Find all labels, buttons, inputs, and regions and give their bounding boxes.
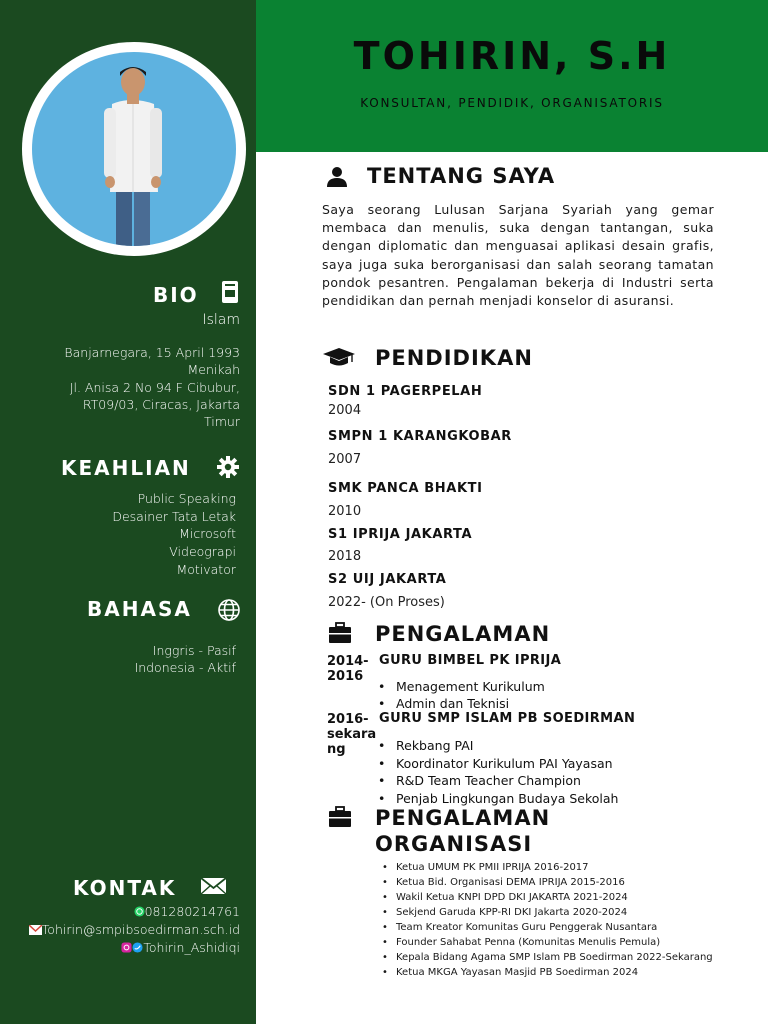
bio-marital-status: Menikah <box>187 362 240 377</box>
contact-email-text[interactable]: Tohirin@smpibsoedirman.sch.id <box>41 922 240 937</box>
experience-task <box>378 756 613 771</box>
education-heading: PENDIDIKAN <box>375 346 533 370</box>
experience-period-line: sekara <box>327 727 377 742</box>
organization-heading: PENGALAMAN <box>375 806 551 830</box>
education-school: SDN 1 PAGERPELAH <box>328 384 483 399</box>
bio-address-line: Jl. Anisa 2 No 94 F Cibubur, <box>69 380 240 395</box>
language-item: Inggris - Pasif <box>152 643 236 658</box>
contact-social-text[interactable]: Tohirin_Ashidiqi <box>143 940 240 955</box>
education-year: 2018 <box>328 549 362 564</box>
organization-item <box>382 922 657 933</box>
experience-period <box>327 712 377 757</box>
organization-item-text: Team Kreator Komunitas Guru Penggerak Nusantara <box>396 922 658 933</box>
bio-heading: BIO <box>153 283 199 307</box>
experience-heading: PENGALAMAN <box>375 622 551 646</box>
organization-item <box>382 907 627 918</box>
experience-task <box>378 679 545 694</box>
organization-item-text: Founder Sahabat Penna (Komunitas Menulis Pemula) <box>396 937 661 948</box>
experience-period-line: 2014- <box>327 654 369 669</box>
skill-item: Microsoft <box>179 526 236 541</box>
sidebar <box>0 0 256 1024</box>
skill-item: Desainer Tata Letak <box>112 509 236 524</box>
bio-address-line: Timur <box>204 414 240 429</box>
experience-task-text: Koordinator Kurikulum PAI Yayasan <box>396 756 613 771</box>
skill-item: Motivator <box>176 562 236 577</box>
organization-item-text: Sekjend Garuda KPP-RI DKI Jakarta 2020-2024 <box>396 907 628 918</box>
language-item: Indonesia - Aktif <box>134 660 236 675</box>
contact-phone-text[interactable]: 081280214761 <box>144 904 240 919</box>
profile-photo-frame <box>22 42 246 256</box>
profile-photo <box>32 52 236 246</box>
organization-item <box>382 967 638 978</box>
experience-task-text: Admin dan Teknisi <box>396 696 510 711</box>
skills-heading: KEAHLIAN <box>61 456 191 480</box>
experience-task <box>378 791 618 806</box>
education-school: S2 UIJ JAKARTA <box>328 572 447 587</box>
organization-item <box>382 892 628 903</box>
whatsapp-icon <box>134 906 145 917</box>
organization-heading: ORGANISASI <box>375 832 533 856</box>
education-year: 2007 <box>328 452 362 467</box>
contact-social <box>121 939 240 957</box>
experience-task-text: R&D Team Teacher Champion <box>396 773 581 788</box>
bio-birth: Banjarnegara, 15 April 1993 <box>64 345 240 360</box>
organization-item-text: Ketua MKGA Yayasan Masjid PB Soedirman 2024 <box>396 967 639 978</box>
person-name: TOHIRIN, S.H <box>353 34 671 78</box>
organization-item <box>382 937 660 948</box>
education-school: SMPN 1 KARANGKOBAR <box>328 429 512 444</box>
experience-period-line: ng <box>327 742 346 757</box>
experience-period-line: 2016- <box>327 712 369 727</box>
organization-item-text: Ketua Bid. Organisasi DEMA IPRIJA 2015-2016 <box>396 877 625 888</box>
experience-task-text: Rekbang PAI <box>396 738 474 753</box>
contact-heading: KONTAK <box>73 876 177 900</box>
organization-item-text: Wakil Ketua KNPI DPD DKI JAKARTA 2021-2024 <box>396 892 628 903</box>
organization-item-text: Kepala Bidang Agama SMP Islam PB Soedirman 2022-Sekarang <box>396 952 713 963</box>
gear-icon <box>216 455 240 479</box>
languages-heading: BAHASA <box>87 597 192 621</box>
skill-item: Public Speaking <box>137 491 236 506</box>
experience-task <box>378 696 509 711</box>
experience-task <box>378 738 473 753</box>
book-icon <box>219 280 243 304</box>
envelope-icon <box>200 876 227 896</box>
education-year: 2022- (On Proses) <box>328 595 445 610</box>
experience-period <box>327 654 373 684</box>
about-text: Saya seorang Lulusan Sarjana Syariah yang gemar membaca dan menulis, suka dengan tantangan, suka dengan diplomatic dan menguasai aplikasi desain grafis, saya juga suka berorganisasi dan salah seorang tamatan pondok pesantren. Pengalaman bekerja di Industri serta pendidikan dan pernah menjadi konselor di asuransi. <box>322 202 714 309</box>
briefcase-icon <box>328 622 352 644</box>
person-roles: KONSULTAN, PENDIDIK, ORGANISATORIS <box>360 96 664 110</box>
experience-role: GURU BIMBEL PK IPRIJA <box>379 653 562 668</box>
education-year: 2004 <box>328 403 362 418</box>
contact-phone <box>134 903 240 921</box>
education-school: S1 IPRIJA JAKARTA <box>328 527 473 542</box>
education-year: 2010 <box>328 504 362 519</box>
bio-address-line: RT09/03, Ciracas, Jakarta <box>82 397 240 412</box>
bio-religion: Islam <box>202 312 240 328</box>
experience-task <box>378 773 581 788</box>
experience-role: GURU SMP ISLAM PB SOEDIRMAN <box>379 711 636 726</box>
globe-icon <box>217 598 241 622</box>
contact-email <box>29 921 240 939</box>
twitter-icon <box>132 942 143 953</box>
briefcase-icon <box>328 806 352 828</box>
experience-task-text: Menagement Kurikulum <box>396 679 545 694</box>
organization-item-text: Ketua UMUM PK PMII IPRIJA 2016-2017 <box>396 862 589 873</box>
experience-period-line: 2016 <box>327 669 364 684</box>
organization-item <box>382 862 589 873</box>
experience-task-text: Penjab Lingkungan Budaya Sekolah <box>396 791 619 806</box>
mail-icon <box>29 925 42 935</box>
instagram-icon <box>121 942 132 953</box>
skill-item: Videograpi <box>169 544 236 559</box>
person-icon <box>326 166 348 188</box>
organization-item <box>382 877 625 888</box>
about-heading: TENTANG SAYA <box>367 164 556 188</box>
person-illustration <box>32 52 236 246</box>
organization-item <box>382 952 713 963</box>
graduation-cap-icon <box>322 348 356 368</box>
education-school: SMK PANCA BHAKTI <box>328 481 483 496</box>
